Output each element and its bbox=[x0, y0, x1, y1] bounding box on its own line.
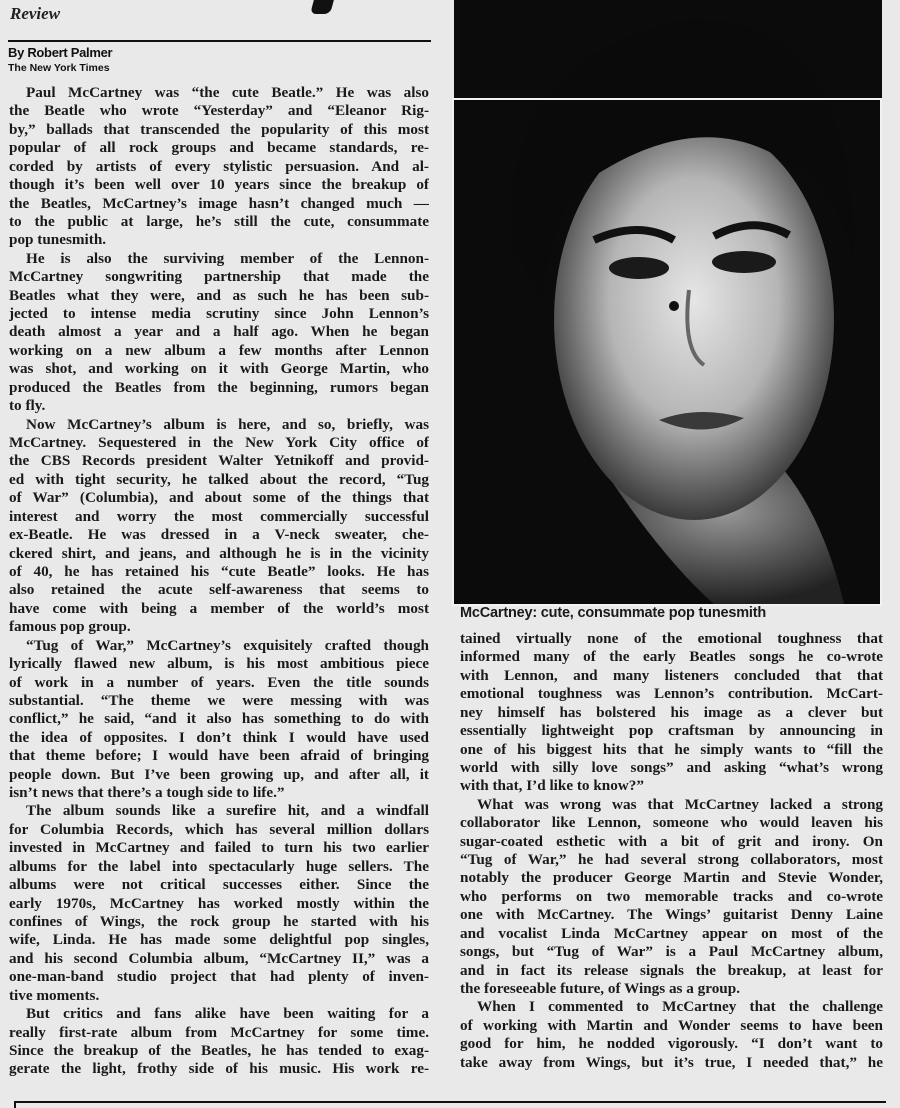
divider-rule bbox=[8, 40, 431, 42]
article-paragraph bbox=[460, 630, 883, 796]
article-line: really first-rate album from McCartney for some time. bbox=[9, 1023, 429, 1041]
article-line: the Beatle who wrote “Yesterday” and “Eleanor Rig- bbox=[9, 102, 429, 120]
article-line: was shot, and working on it with George Martin, who bbox=[9, 360, 429, 378]
article-line: tained virtually none of the emotional toughness that bbox=[460, 630, 883, 647]
article-line: collaborator like Lennon, someone who would leaven his bbox=[460, 814, 883, 832]
article-line: good for him, he nodded vigorously. “I don’t want to bbox=[460, 1035, 883, 1053]
article-line: Since the breakup of the Beatles, he has tended to exag- bbox=[9, 1041, 429, 1059]
bottom-rule bbox=[14, 1101, 886, 1103]
article-line: one of his biggest hits that he simply wants to “fill the bbox=[460, 740, 883, 758]
article-line: to fly. bbox=[9, 397, 46, 415]
article-line: essentially lightweight pop craftsman by announcing in bbox=[460, 722, 883, 740]
article-line: tive moments. bbox=[9, 986, 100, 1004]
article-line: death almost a year and a half ago. When he began bbox=[9, 323, 429, 341]
article-line: who performs on two memorable tracks and co-wrote bbox=[460, 887, 883, 905]
article-line: have come with being a member of the world’s most bbox=[9, 599, 429, 617]
article-line: McCartney songwriting partnership that made the bbox=[9, 268, 429, 286]
article-line: ckered shirt, and jeans, and although he is in the vicinity bbox=[9, 544, 429, 562]
article-line: sugar-coated esthetic with a bit of grit and irony. On bbox=[460, 832, 883, 850]
article-line: But critics and fans alike have been waiting for a bbox=[26, 1005, 429, 1023]
article-line: one-man-band studio project that had plenty of inven- bbox=[9, 968, 429, 986]
portrait-image bbox=[454, 0, 882, 604]
article-line: to the public at large, he’s still the cute, consummate bbox=[9, 212, 429, 230]
article-line: popular of all rock groups and became standards, re- bbox=[9, 139, 429, 157]
article-line: with Lennon, and many listeners concluded that that bbox=[460, 666, 883, 684]
section-label: Review bbox=[10, 4, 61, 23]
article-line: by,” ballads that transcended the popularity of this most bbox=[9, 120, 429, 138]
article-line: though it’s been well over 10 years since the breakup of bbox=[9, 176, 429, 194]
article-line: and in fact its release signals the breakup, at least for bbox=[460, 961, 883, 979]
article-line: confines of Wings, the rock group he started with his bbox=[9, 912, 429, 930]
article-line: corded by artists of every stylistic persuasion. And al- bbox=[9, 157, 429, 175]
article-line: of 40, he has retained his “cute Beatle” looks. He has bbox=[9, 562, 429, 580]
article-line: informed many of the early Beatles songs he co-wrote bbox=[460, 648, 883, 666]
article-paragraph bbox=[9, 637, 429, 803]
portrait-photo bbox=[454, 0, 882, 604]
article-line: Now McCartney’s album is here, and so, briefly, was bbox=[26, 415, 429, 433]
article-line: world with silly love songs” and asking “what’s wrong bbox=[460, 758, 883, 776]
article-line: and his second Columbia album, “McCartney II,” was a bbox=[9, 949, 429, 967]
article-column-left bbox=[9, 84, 429, 1079]
article-line: Paul McCartney was “the cute Beatle.” He was also bbox=[26, 84, 429, 101]
article-line: of War” (Columbia), and about some of the things that bbox=[9, 489, 429, 507]
article-paragraph bbox=[460, 796, 883, 999]
article-line: famous pop group. bbox=[9, 618, 131, 636]
article-line: notably the producer George Martin and Stevie Wonder, bbox=[460, 869, 883, 887]
article-line: substantial. “The theme we were messing with was bbox=[9, 691, 429, 709]
article-column-right bbox=[460, 630, 883, 1072]
article-line: of work in a number of years. Even the title sounds bbox=[9, 673, 429, 691]
article-line: jected to intense media scrutiny since John Lennon’s bbox=[9, 305, 429, 323]
article-line: ney himself has bolstered his image as a clever but bbox=[460, 703, 883, 721]
article-line: the idea of opposites. I don’t think I would have used bbox=[9, 728, 429, 746]
article-line: ed with tight security, he talked about the record, “Tug bbox=[9, 470, 429, 488]
article-line: emotional toughness was Lennon’s contribution. McCart- bbox=[460, 685, 883, 703]
article-line: produced the Beatles from the beginning, rumors began bbox=[9, 378, 429, 396]
article-line: one with McCartney. The Wings’ guitarist Denny Laine bbox=[460, 906, 883, 924]
article-line: working on a new album a few months after Lennon bbox=[9, 341, 429, 359]
bottom-rule-tick bbox=[14, 1101, 16, 1108]
article-line: for Columbia Records, which has several million dollars bbox=[9, 820, 429, 838]
article-line: and vocalist Linda McCartney appear on most of the bbox=[460, 924, 883, 942]
article-line: “Tug of War,” McCartney’s exquisitely crafted though bbox=[26, 636, 429, 654]
article-line: Beatles what they were, and as such he has been sub- bbox=[9, 286, 429, 304]
headline-fragment bbox=[310, 0, 334, 14]
article-line: the foreseeable future, of Wings as a group. bbox=[460, 980, 740, 998]
article-line: the CBS Records president Walter Yetnikoff and provid- bbox=[9, 452, 429, 470]
article-line: early 1970s, McCartney has worked mostly within the bbox=[9, 894, 429, 912]
article-line: also retained the acute self-awareness that seems to bbox=[9, 581, 429, 599]
article-line: wife, Linda. He has made some delightful pop singles, bbox=[9, 931, 429, 949]
article-paragraph bbox=[9, 250, 429, 416]
article-line: The album sounds like a surefire hit, and a windfall bbox=[26, 802, 429, 820]
article-line: McCartney. Sequestered in the New York City office of bbox=[9, 434, 429, 452]
byline: By Robert Palmer bbox=[8, 45, 113, 60]
article-line: albums for the label into spectacularly huge sellers. The bbox=[9, 857, 429, 875]
article-line: gerate the light, frothy side of his music. His work re- bbox=[9, 1060, 429, 1078]
article-paragraph bbox=[9, 84, 429, 250]
article-line: with that, I’d like to know?” bbox=[460, 777, 644, 795]
article-line: “Tug of War,” he had several strong collaborators, most bbox=[460, 851, 883, 869]
article-line: What was wrong was that McCartney lacked a strong bbox=[477, 795, 883, 813]
article-line: When I commented to McCartney that the challenge bbox=[477, 998, 883, 1016]
article-paragraph bbox=[9, 416, 429, 637]
article-line: interest and worry the most commercially successful bbox=[9, 507, 429, 525]
article-line: conflict,” he said, “and it also has something to do with bbox=[9, 710, 429, 728]
article-line: ex-Beatle. He was dressed in a V-neck sweater, che- bbox=[9, 526, 429, 544]
article-line: of working with Martin and Wonder seems to have been bbox=[460, 1016, 883, 1034]
article-line: invested in McCartney and failed to turn his two earlier bbox=[9, 839, 429, 857]
article-line: isn’t news that there’s a tough side to life.” bbox=[9, 784, 285, 802]
article-paragraph bbox=[9, 802, 429, 1005]
photo-caption: McCartney: cute, consummate pop tunesmith bbox=[460, 605, 767, 621]
byline-source: The New York Times bbox=[8, 62, 110, 74]
article-line: that theme before; I would have been afraid of bringing bbox=[9, 747, 429, 765]
article-line: albums were not critical successes either. Since the bbox=[9, 876, 429, 894]
article-line: He is also the surviving member of the Lennon- bbox=[26, 249, 429, 267]
article-line: songs, but “Tug of War” is a Paul McCartney album, bbox=[460, 943, 883, 961]
article-line: lyrically flawed new album, is his most ambitious piece bbox=[9, 655, 429, 673]
article-line: the Beatles, McCartney’s image hasn’t changed much — bbox=[9, 194, 429, 212]
article-line: take away from Wings, but it’s true, I needed that,” he bbox=[460, 1053, 883, 1071]
article-paragraph bbox=[460, 998, 883, 1072]
article-line: pop tunesmith. bbox=[9, 231, 107, 249]
article-line: people down. But I’ve been growing up, and after all, it bbox=[9, 765, 429, 783]
article-paragraph bbox=[9, 1005, 429, 1079]
